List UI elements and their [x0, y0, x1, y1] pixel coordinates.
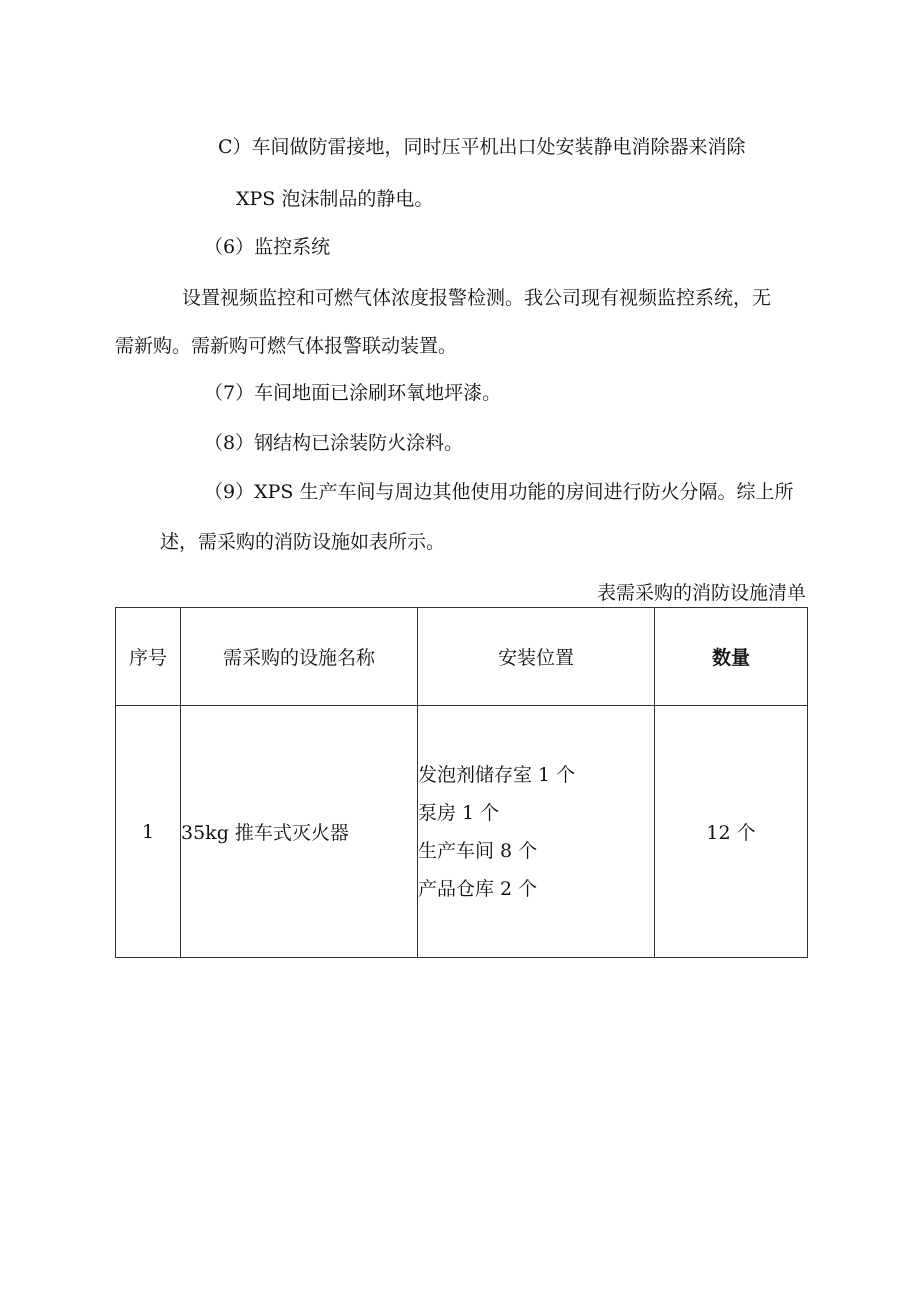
cell-facility-name: 35kg 推车式灭火器 [181, 706, 418, 958]
table-caption: 表需采购的消防设施清单 [596, 582, 806, 604]
paragraph-line: C）车间做防雷接地，同时压平机出口处安装静电消除器来消除 [218, 136, 746, 158]
paragraph-line: （9）XPS 生产车间与周边其他使用功能的房间进行防火分隔。综上所 [204, 481, 794, 503]
location-item: 生产车间 8 个 [418, 839, 538, 862]
paragraph-line: 述，需采购的消防设施如表所示。 [160, 531, 446, 553]
header-number: 序号 [116, 608, 181, 706]
header-install-location: 安装位置 [418, 608, 655, 706]
section-heading-monitoring: （6）监控系统 [204, 236, 331, 258]
cell-install-location [418, 706, 655, 958]
cell-quantity: 12 个 [655, 706, 808, 958]
location-item: 泵房 1 个 [418, 801, 500, 824]
table-row [116, 706, 808, 958]
location-item: 发泡剂储存室 1 个 [418, 763, 576, 786]
paragraph-line: （7）车间地面已涂刷环氧地坪漆。 [204, 382, 502, 404]
table-header-row [116, 608, 808, 706]
header-facility-name: 需采购的设施名称 [181, 608, 418, 706]
location-item: 产品仓库 2 个 [418, 877, 538, 900]
paragraph-line: 设置视频监控和可燃气体浓度报警检测。我公司现有视频监控系统，无 [182, 287, 772, 309]
cell-number: 1 [116, 706, 181, 958]
facilities-table [115, 607, 808, 958]
paragraph-line: 需新购。需新购可燃气体报警联动装置。 [115, 335, 458, 357]
paragraph-line: XPS 泡沫制品的静电。 [236, 188, 434, 210]
paragraph-line: （8）钢结构已涂装防火涂料。 [204, 432, 464, 454]
header-quantity: 数量 [655, 608, 808, 706]
